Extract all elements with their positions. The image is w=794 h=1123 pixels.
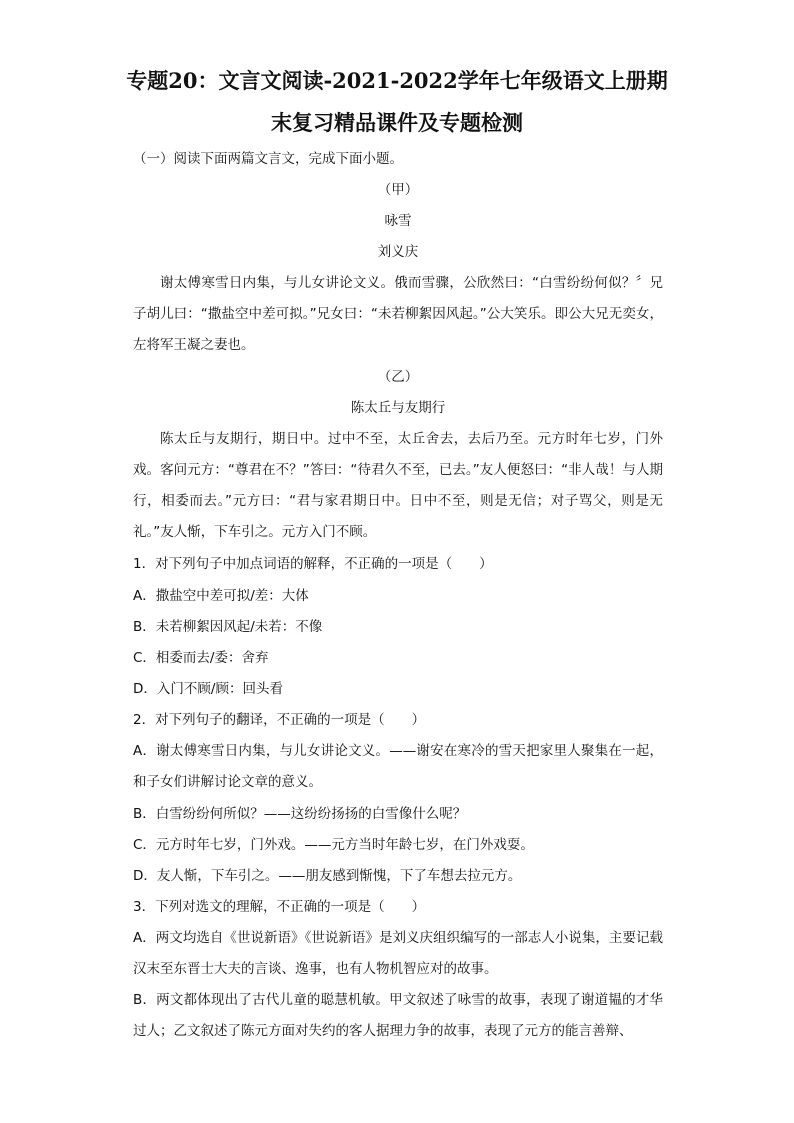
question-2-option-a: A．谢太傅寒雪日内集，与儿女讲论文义。——谢安在寒冷的雪天把家里人聚集在一起，和子女们讲解讨论文章的意义。 <box>133 743 663 790</box>
text-a-body: 谢太傅寒雪日内集，与儿女讲论文义。俄而雪骤，公欣然曰：“白雪纷纷何似？〞兄子胡儿曰：“撒盐空中差可拟。”兄女曰：“未若柳絮因风起。”公大笑乐。即公大兄无奕女，左将军王凝之妻也。 <box>133 275 663 353</box>
text-b-label: （乙） <box>377 369 419 385</box>
text-b-body: 陈太丘与友期行，期日中。过中不至，太丘舍去，去后乃至。元方时年七岁，门外戏。客问元方：“尊君在不？”答曰：“待君久不至，已去。”友人便怒曰：“非人哉！与人期行，相委而去。”元方曰：“君与家君期日中。日中不至，则是无信；对子骂父，则是无礼。”友人惭，下车引之。元方入门不顾。 <box>133 431 663 540</box>
section-intro: （一）阅读下面两篇文言文，完成下面小题。 <box>133 151 403 167</box>
question-3-option-a: A．两文均选自《世说新语》《世说新语》是刘义庆组织编写的一部志人小说集，主要记载汉末至东晋士大夫的言谈、逸事，也有人物机智应对的故事。 <box>133 930 663 977</box>
question-1-stem: 1．对下列句子中加点词语的解释，不正确的一项是（ ） <box>133 556 493 572</box>
question-3-stem: 3．下列对选文的理解，不正确的一项是（ ） <box>133 899 426 915</box>
question-2-option-d: D．友人惭，下车引之。——朋友感到惭愧，下了车想去拉元方。 <box>133 868 522 884</box>
text-b-title: 陈太丘与友期行 <box>350 400 446 416</box>
document-title-line1: 专题20：文言文阅读-2021-2022学年七年级语文上册期 <box>126 68 668 93</box>
question-1-option-a: A．撒盐空中差可拟/差：大体 <box>133 588 309 604</box>
text-a-title: 咏雪 <box>384 213 412 229</box>
question-1-option-c: C．相委而去/委：舍弃 <box>133 650 269 666</box>
question-3-option-b: B．两文都体现出了古代儿童的聪慧机敏。甲文叙述了咏雪的故事，表现了谢道韫的才华过人；乙文叙述了陈元方面对失约的客人据理力争的故事，表现了元方的能言善辩、 <box>133 992 663 1039</box>
question-1-option-b: B．未若柳絮因风起/未若：不像 <box>133 619 323 635</box>
question-1-option-d: D．入门不顾/顾：回头看 <box>133 681 283 697</box>
document-title-line2: 末复习精品课件及专题检测 <box>271 110 523 135</box>
question-2-option-c: C．元方时年七岁，门外戏。——元方当时年龄七岁，在门外戏耍。 <box>133 837 534 853</box>
question-2-stem: 2．对下列句子的翻译，不正确的一项是（ ） <box>133 712 426 728</box>
text-a-label: （甲） <box>377 182 419 198</box>
text-a-author: 刘义庆 <box>377 244 419 260</box>
question-2-option-b: B．白雪纷纷何所似？——这纷纷扬扬的白雪像什么呢？ <box>133 806 467 822</box>
